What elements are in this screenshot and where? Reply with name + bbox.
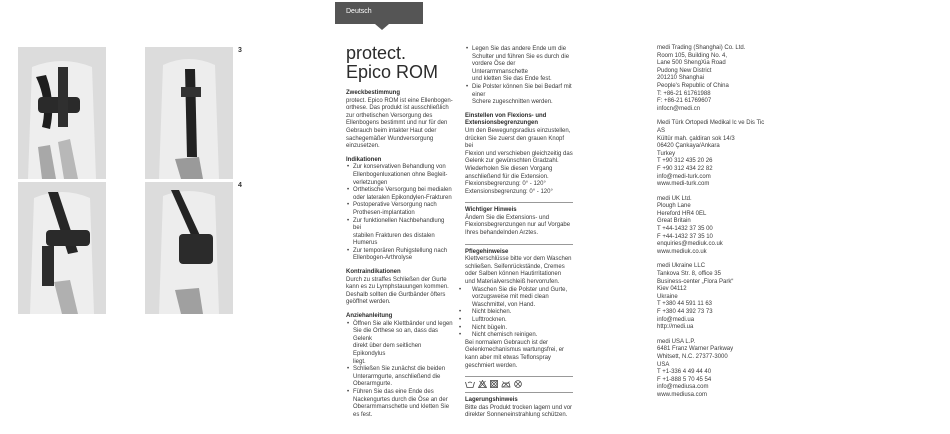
no-tumble-dry-icon <box>490 380 498 391</box>
language-tab <box>335 2 423 24</box>
contraindications-section <box>346 269 454 307</box>
purpose-heading: Zweckbestimmung <box>346 90 401 96</box>
divider <box>465 376 573 377</box>
donning-heading: Anziehanleitung <box>346 313 393 320</box>
address-block-uk: medi UK Ltd. Plough Lane Hereford HR4 0EL Great Britain T +44-1432 37 35 00 F +44-1432 37 35 10 enquiries@mediuk.co.uk www.mediuk.co.uk <box>657 195 723 255</box>
care-symbols <box>465 381 573 389</box>
list-item: • Nicht bügeln. <box>465 325 573 333</box>
indications-section <box>346 157 454 263</box>
no-dry-clean-icon <box>514 380 522 391</box>
care-text: Klettverschlüsse bitte vor dem Waschen schließen. Seifenrückstände, Cremes oder Salben können Hautirritationen und Materialverschleiß hervorrufen. <box>465 256 572 286</box>
column-1 <box>346 90 454 425</box>
column-2 <box>465 46 573 426</box>
list-item: • Zur konservativen Behandlung von Ellenbogenluxationen ohne Begleit- verletzungen <box>353 164 454 187</box>
address-block-ukraine: medi Ukraine LLC Tankova Str. 8, office 35 Business-center „Flora Park“ Kiev 04112 Ukraine T +380 44 591 11 63 F +380 44 392 73 73 info@medi.ua http://medi.ua <box>657 263 734 331</box>
list-item: • Lufttrocknen. <box>465 317 573 325</box>
purpose-text: protect. Epico ROM ist eine Ellenbogen- orthese. Das produkt ist ausschließlich zur orthetischen Versorgung des Ellenbogens bestimmt und nur für den Gebrauch beim intakter Haut oder sachegemäßer Wundversorgung einzusetzen. <box>346 97 453 150</box>
list-item: • Legen Sie das andere Ende um die Schulter und führen Sie es durch die vordere Öse der Unterarmmanschette und kletten Sie das Ende fest. <box>472 46 573 84</box>
divider <box>465 392 573 393</box>
list-item: • Postoperative Versorgung nach Prothesen-implantation <box>353 202 454 217</box>
flexion-extension-text: Um den Bewegungsradius einzustellen, drücken Sie zuerst den grauen Knopf bei Flexion und verschieben gleichzeitig das Gelenk zur gewünschten Gradzahl. Wiederholen Sie diesen Vorgang anschließend für die Extension. Flexionsbegrenzung: 0° - 120° Extensionsbegrenzung: 0° - 120° <box>465 127 573 195</box>
donning-continued-section <box>465 46 573 107</box>
contraindications-heading: Kontraindikationen <box>346 269 401 276</box>
care-heading: Pflegehinweise <box>465 248 509 255</box>
list-item: • Die Polster können Sie bei Bedarf mit einer Schere zugeschnitten werden. <box>472 84 573 107</box>
step-number-3: 3 <box>238 47 242 54</box>
address-block-turkey: Medi Türk Ortopedi Medikal lc ve Dis Tic AS Kültür mah. çaldiran sok 14/3 06420 Çankaya/Ankara Turkey T +90 312 435 20 26 F +90 312 434 22 82 info@medi-turk.com www.medi-turk.com <box>657 120 765 188</box>
notice-section <box>465 207 573 237</box>
no-bleach-icon <box>478 380 487 391</box>
flexion-extension-heading: Einstellen von Flexions- und Extensionsbegrenzungen <box>465 112 547 127</box>
address-block-china: medi Trading (Shanghai) Co. Ltd. Room 105, Building No. 4, Lane 500 ShengXia Road Pudong New District 201210 Shanghai People's Republic of China T: +86-21 61761988 F: +86-21 61769607 infocn@medi.cn <box>657 45 746 112</box>
list-item: • Nicht chemisch reinigen. <box>465 332 573 340</box>
product-title-line-2: Epico ROM <box>346 62 439 82</box>
contraindications-text: Durch zu straffes Schließen der Gurte kann es zu Lymphstauungen kommen. Deshalb sollten die Gurtbänder öfters geöffnet werden. <box>346 276 449 306</box>
address-column <box>657 45 777 407</box>
language-tab-label: Deutsch <box>346 8 372 15</box>
donning-section <box>346 313 454 419</box>
list-item: • Nicht bleichen. <box>465 309 573 317</box>
divider <box>465 202 573 203</box>
care-after-text: Bei normalem Gebrauch ist der Gelenkmechanismus wartungsfrei, er kann aber mit etwas Teflonspray geschmiert werden. <box>465 339 565 369</box>
photo-step-3-side <box>145 47 233 179</box>
indications-list <box>346 164 454 263</box>
storage-heading: Lagerungshinweis <box>465 397 518 404</box>
indications-heading: Indikationen <box>346 156 382 163</box>
list-item: • Zur temporären Ruhigstellung nach Ellenbogen-Arthrolyse <box>353 248 454 263</box>
notice-heading: Wichtiger Hinweis <box>465 207 517 214</box>
donning-list <box>346 321 454 420</box>
hand-wash-icon <box>465 380 475 391</box>
address-block-usa: medi USA L.P. 6481 Franz Warner Parkway Whitsett, N.C. 27377-3000 USA T +1-336 4 49 44 40 F +1-888 5 70 45 54 info@mediusa.com www.mediusa.com <box>657 338 734 398</box>
photo-step-4-side <box>145 182 233 314</box>
storage-text: Bitte das Produkt trocken lagern und vor direkter Sonneneinstrahlung schützen. <box>465 404 573 419</box>
list-item: • Schließen Sie zunächst die beiden Unterarmgurte, anschließend die Oberarmgurte. <box>353 366 454 389</box>
photo-step-4-front <box>18 182 106 314</box>
donning-continued-list <box>465 46 573 107</box>
list-item: • Öffnen Sie alle Klettbänder und legen Sie die Orthese so an, dass das Gelenk direkt über dem seitlichen Epikondylus liegt. <box>353 321 454 367</box>
divider <box>465 244 573 245</box>
photo-step-3-front <box>18 47 106 179</box>
list-item: • Waschen Sie die Polster und Gurte, vorzugsweise mit medi clean Waschmittel, von Hand. <box>465 287 573 310</box>
flexion-extension-section <box>465 113 573 197</box>
storage-section <box>465 397 573 420</box>
care-list <box>465 287 573 340</box>
product-title-line-1: protect. <box>346 43 407 63</box>
no-iron-icon <box>501 380 511 391</box>
purpose-section <box>346 90 454 151</box>
care-section <box>465 249 573 371</box>
list-item: • Orthetische Versorgung bei medialen oder lateralen Epikondylen-Frakturen <box>353 187 454 202</box>
step-number-4: 4 <box>238 182 242 189</box>
notice-text: Ändern Sie die Extensions- und Flexionsbegrenzungen nur auf Vorgabe Ihres behandelnden Arztes. <box>465 214 571 237</box>
language-tab-notch <box>375 24 389 30</box>
list-item: • Führen Sie das eine Ende des Nackengurtes durch die Öse an der Oberarmmanschette und kletten Sie es fest. <box>353 389 454 419</box>
product-title <box>346 44 438 82</box>
list-item: • Zur funktionellen Nachbehandlung bei stabilen Frakturen des distalen Humerus <box>353 218 454 248</box>
